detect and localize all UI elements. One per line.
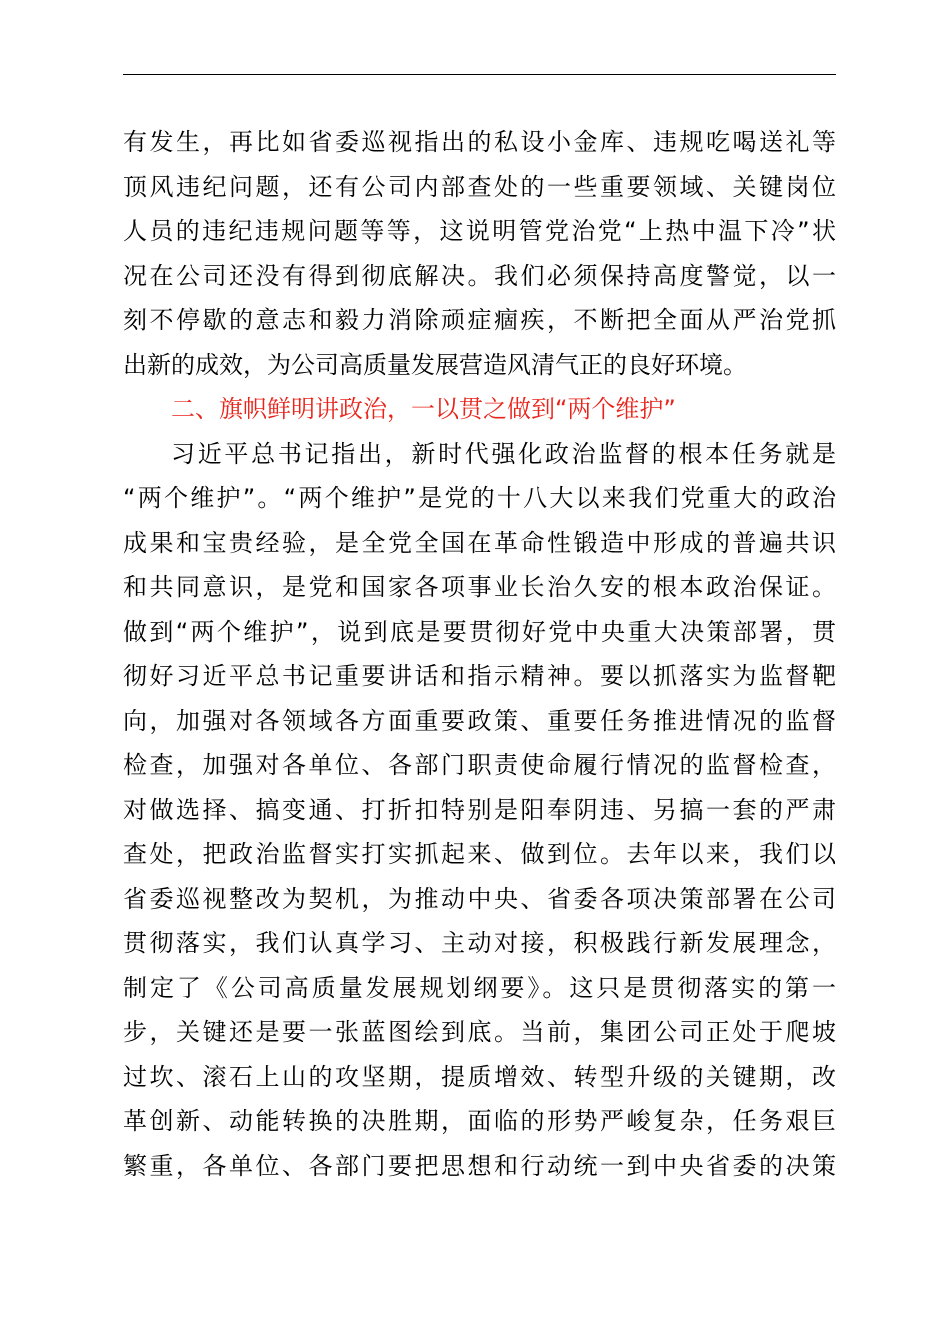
text-line: 制定了《公司高质量发展规划纲要》。这只是贯彻落实的第一 <box>123 973 836 1002</box>
text-line: 彻好习近平总书记重要讲话和指示精神。要以抓落实为监督靶 <box>123 662 836 690</box>
text-line: 况在公司还没有得到彻底解决。我们必须保持高度警觉，以一 <box>123 261 836 290</box>
text-line: 成果和宝贵经验，是全党全国在革命性锻造中形成的普遍共识 <box>123 528 836 557</box>
text-line: 顶风违纪问题，还有公司内部查处的一些重要领域、关键岗位 <box>123 172 836 201</box>
text-line: 对做选择、搞变通、打折扣特别是阳奉阴违、另搞一套的严肃 <box>123 795 836 824</box>
body-text <box>123 120 836 1188</box>
text-line: 检查，加强对各单位、各部门职责使命履行情况的监督检查， <box>123 751 836 779</box>
text-line: 贯彻落实，我们认真学习、主动对接，积极践行新发展理念， <box>123 929 836 957</box>
text-line: 做到“两个维护”，说到底是要贯彻好党中央重大决策部署，贯 <box>123 617 836 646</box>
text-line: 革创新、动能转换的决胜期，面临的形势严峻复杂，任务艰巨 <box>123 1107 836 1135</box>
text-line: 步，关键还是要一张蓝图绘到底。当前，集团公司正处于爬坡 <box>123 1018 836 1046</box>
text-line: 出新的成效，为公司高质量发展营造风清气正的良好环境。 <box>123 350 747 379</box>
text-line: 和共同意识，是党和国家各项事业长治久安的根本政治保证。 <box>123 573 836 601</box>
text-line: 繁重，各单位、各部门要把思想和行动统一到中央省委的决策 <box>123 1151 836 1180</box>
section-heading: 二、旗帜鲜明讲政治，一以贯之做到“两个维护” <box>171 395 676 423</box>
text-line: 刻不停歇的意志和毅力消除顽症痼疾，不断把全面从严治党抓 <box>123 306 836 334</box>
text-line: 习近平总书记指出，新时代强化政治监督的根本任务就是 <box>171 439 836 468</box>
text-line: 省委巡视整改为契机，为推动中央、省委各项决策部署在公司 <box>123 884 836 913</box>
text-line: 查处，把政治监督实打实抓起来、做到位。去年以来，我们以 <box>123 840 836 868</box>
text-line: 向，加强对各领域各方面重要政策、重要任务推进情况的监督 <box>123 706 836 735</box>
text-line: “两个维护”。“两个维护”是党的十八大以来我们党重大的政治 <box>123 484 836 512</box>
text-line: 人员的违纪违规问题等等，这说明管党治党“上热中温下冷”状 <box>123 217 836 245</box>
text-line: 有发生，再比如省委巡视指出的私设小金库、违规吃喝送礼等 <box>123 128 836 156</box>
text-line: 过坎、滚石上山的攻坚期，提质增效、转型升级的关键期，改 <box>123 1062 836 1091</box>
header-rule <box>123 74 836 75</box>
